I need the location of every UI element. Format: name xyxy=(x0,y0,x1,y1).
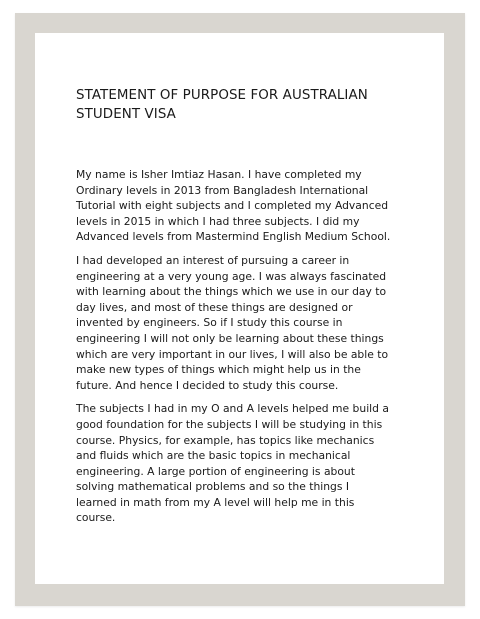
title-line: STATEMENT OF PURPOSE FOR AUSTRALIAN xyxy=(76,88,368,103)
text-line: which are very important in our lives, I will also be able to xyxy=(76,347,389,361)
text-line: solving mathematical problems and so the things I xyxy=(76,480,350,494)
document-page xyxy=(35,33,444,584)
text-line: Advanced levels from Mastermind English Medium School. xyxy=(76,230,391,244)
text-line: engineering at a very young age. I was always fascinated xyxy=(76,269,387,283)
paragraph-motivation xyxy=(76,253,406,393)
text-line: day lives, and most of these things are designed or xyxy=(76,300,353,314)
text-line: The subjects I had in my O and A levels helped me build a xyxy=(76,402,389,416)
text-line: course. xyxy=(76,511,116,525)
text-line: My name is Isher Imtiaz Hasan. I have completed my xyxy=(76,168,362,181)
text-line: with learning about the things which we use in our day to xyxy=(76,285,387,299)
text-line: Ordinary levels in 2013 from Bangladesh International xyxy=(76,183,369,197)
text-line: engineering I will not only be learning about these things xyxy=(76,331,384,345)
document-title xyxy=(76,86,406,124)
text-line: I had developed an interest of pursuing a career in xyxy=(76,253,350,267)
text-line: course. Physics, for example, has topics like mechanics xyxy=(76,433,375,447)
text-line: good foundation for the subjects I will be studying in this xyxy=(76,417,383,431)
paragraph-introduction xyxy=(76,167,406,245)
text-line: make new types of things which might help us in the xyxy=(76,363,361,377)
document-viewer xyxy=(15,13,465,606)
text-line: invented by engineers. So if I study this course in xyxy=(76,316,343,330)
text-line: learned in math from my A level will help me in this xyxy=(76,495,355,509)
text-line: future. And hence I decided to study this course. xyxy=(76,378,339,392)
paragraph-foundation xyxy=(76,401,406,526)
text-line: levels in 2015 in which I had three subjects. I did my xyxy=(76,214,360,228)
document-body xyxy=(76,167,406,534)
text-line: engineering. A large portion of engineering is about xyxy=(76,464,355,478)
text-line: and fluids which are the basic topics in mechanical xyxy=(76,449,351,463)
title-line: STUDENT VISA xyxy=(76,107,176,122)
text-line: Tutorial with eight subjects and I completed my Advanced xyxy=(76,199,389,213)
